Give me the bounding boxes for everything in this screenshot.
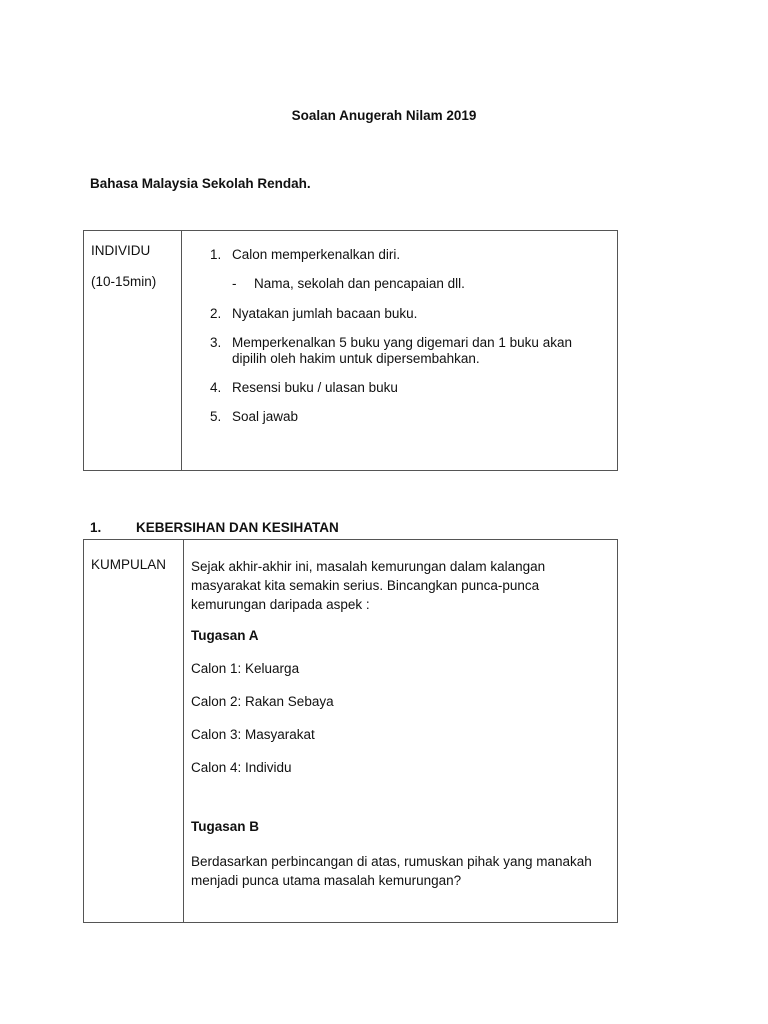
item-number: 2. xyxy=(210,306,222,321)
item-text: Soal jawab xyxy=(232,409,299,424)
document-subtitle: Bahasa Malaysia Sekolah Rendah. xyxy=(90,176,311,191)
section-title: KEBERSIHAN DAN KESIHATAN xyxy=(136,520,339,535)
item-text: Resensi buku / ulasan buku xyxy=(232,380,398,395)
kumpulan-label: KUMPULAN xyxy=(91,557,167,572)
individu-duration: (10-15min) xyxy=(91,274,157,289)
task-b-question: Berdasarkan perbincangan di atas, rumuskan pihak yang manakah menjadi punca utama masalah kemurungan? xyxy=(191,854,592,888)
document-title: Soalan Anugerah Nilam 2019 xyxy=(291,108,477,123)
list-item xyxy=(210,247,607,263)
item-text: Nyatakan jumlah bacaan buku. xyxy=(232,306,418,321)
calon-item: Calon 3: Masyarakat xyxy=(191,727,315,742)
task-b-heading: Tugasan B xyxy=(191,819,260,834)
item-text: Calon memperkenalkan diri. xyxy=(232,247,401,262)
section-number: 1. xyxy=(90,520,102,535)
calon-item: Calon 4: Individu xyxy=(191,760,292,775)
item-text: Memperkenalkan 5 buku yang digemari dan 1 buku akan dipilih oleh hakim untuk dipersembahkan. xyxy=(232,335,572,366)
item-number: 1. xyxy=(210,247,222,262)
item-number: 4. xyxy=(210,380,222,395)
individu-label-cell xyxy=(84,231,182,470)
list-item xyxy=(210,409,607,425)
individu-items-cell xyxy=(182,231,617,470)
sub-list-item xyxy=(232,276,607,291)
task-a-heading: Tugasan A xyxy=(191,628,259,643)
list-item xyxy=(210,335,607,367)
calon-item: Calon 1: Keluarga xyxy=(191,661,300,676)
calon-item: Calon 2: Rakan Sebaya xyxy=(191,694,334,709)
list-item xyxy=(210,380,607,396)
item-number: 3. xyxy=(210,335,222,350)
kumpulan-label-cell xyxy=(84,540,184,922)
kumpulan-content-cell xyxy=(184,540,617,922)
sub-item-text: Nama, sekolah dan pencapaian dll. xyxy=(254,276,465,291)
section-heading xyxy=(90,520,339,535)
kumpulan-intro: Sejak akhir-akhir ini, masalah kemurungan dalam kalangan masyarakat kita semakin serius. Bincangkan punca-punca kemurungan daripada aspek : xyxy=(191,559,546,612)
list-item xyxy=(210,306,607,322)
individu-label: INDIVIDU xyxy=(91,243,151,258)
individu-table xyxy=(83,230,618,471)
item-dash: - xyxy=(232,276,237,291)
item-number: 5. xyxy=(210,409,222,424)
kumpulan-table xyxy=(83,539,618,923)
